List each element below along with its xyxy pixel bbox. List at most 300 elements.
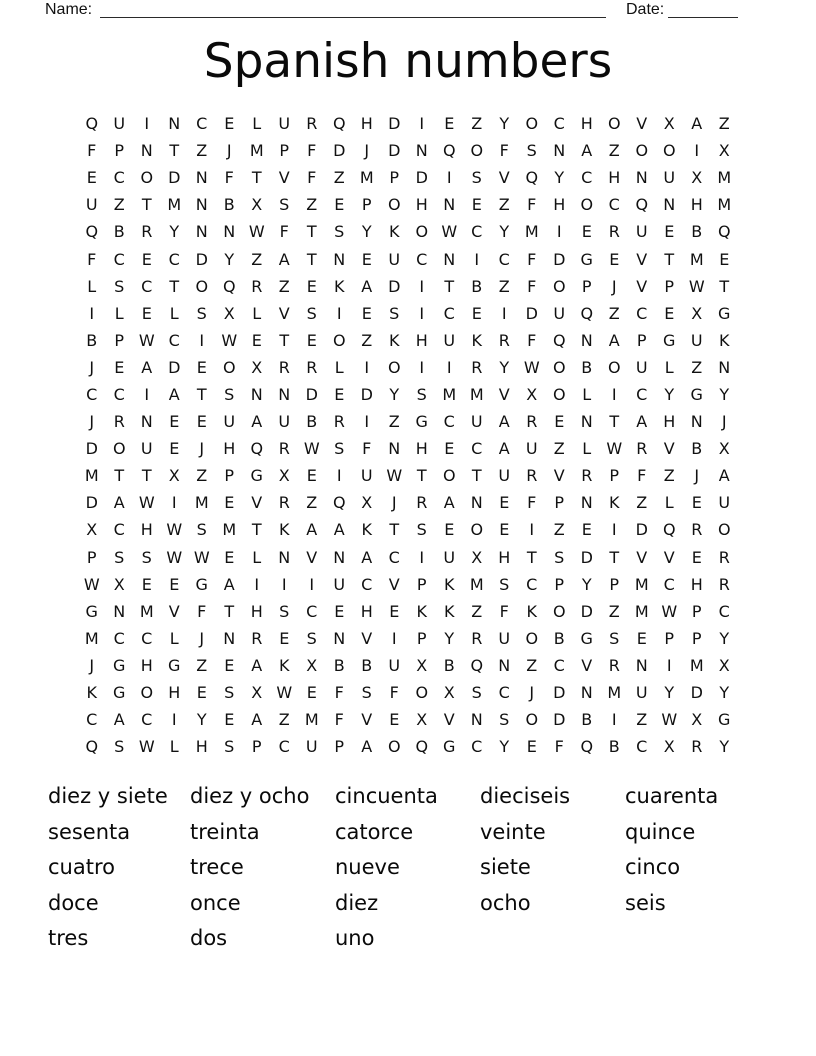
grid-cell: U	[635, 357, 648, 377]
grid-cell: V	[306, 547, 318, 567]
grid-cell: B	[361, 655, 373, 675]
grid-cell: P	[86, 547, 97, 567]
grid-cell: C	[306, 601, 318, 621]
grid-cell: W	[83, 574, 100, 594]
grid-cell: E	[306, 330, 317, 350]
grid-cell: E	[389, 710, 400, 730]
grid-cell: A	[718, 466, 730, 486]
grid-cell: X	[691, 710, 703, 730]
grid-cell: U	[443, 547, 456, 567]
grid-cell: J	[199, 628, 205, 648]
grid-cell: S	[389, 303, 400, 323]
grid-cell: S	[279, 195, 290, 215]
grid-cell: B	[113, 222, 125, 242]
grid-cell: L	[114, 303, 124, 323]
grid-cell: M	[634, 601, 649, 621]
grid-cell: F	[279, 222, 289, 242]
grid-cell: C	[141, 628, 153, 648]
grid-cell: D	[195, 249, 208, 269]
grid-cell: F	[197, 601, 207, 621]
grid-cell: G	[718, 710, 731, 730]
grid-cell: E	[499, 493, 510, 513]
grid-cell: I	[529, 520, 535, 540]
grid-cell: N	[663, 195, 676, 215]
word-item: cincuenta	[335, 784, 438, 808]
grid-cell: H	[690, 574, 703, 594]
grid-cell: P	[664, 628, 675, 648]
grid-cell: Z	[306, 195, 318, 215]
grid-cell: O	[332, 330, 346, 350]
grid-cell: O	[525, 710, 539, 730]
grid-cell: T	[416, 466, 427, 486]
grid-cell: U	[278, 412, 291, 432]
grid-cell: S	[224, 384, 235, 404]
grid-cell: U	[333, 574, 346, 594]
grid-cell: E	[169, 574, 180, 594]
grid-cell: M	[167, 195, 182, 215]
grid-cell: F	[307, 141, 317, 161]
grid-cell: G	[718, 303, 731, 323]
grid-cell: H	[168, 683, 181, 703]
grid-cell: C	[471, 222, 483, 242]
grid-cell: A	[113, 493, 125, 513]
grid-cell: U	[663, 168, 676, 188]
grid-cell: T	[169, 141, 180, 161]
grid-cell: M	[442, 384, 457, 404]
grid-cell: W	[138, 330, 155, 350]
grid-cell: G	[85, 601, 98, 621]
grid-cell: C	[636, 737, 648, 757]
grid-cell: T	[141, 195, 152, 215]
grid-cell: J	[199, 439, 205, 459]
grid-cell: V	[168, 601, 180, 621]
grid-cell: V	[663, 439, 675, 459]
grid-cell: F	[527, 493, 537, 513]
grid-cell: S	[471, 683, 482, 703]
grid-cell: B	[581, 357, 593, 377]
word-item: dos	[190, 926, 228, 951]
grid-cell: W	[606, 439, 623, 459]
grid-cell: M	[249, 141, 264, 161]
grid-cell: C	[388, 547, 400, 567]
grid-cell: N	[195, 168, 208, 188]
grid-cell: V	[636, 114, 648, 134]
grid-cell: O	[552, 601, 566, 621]
grid-cell: O	[552, 276, 566, 296]
date-underline	[668, 17, 738, 18]
grid-cell: Z	[278, 710, 290, 730]
grid-cell: T	[389, 520, 400, 540]
grid-cell: C	[471, 439, 483, 459]
grid-cell: E	[719, 249, 730, 269]
grid-cell: I	[254, 574, 260, 594]
grid-cell: E	[224, 547, 235, 567]
grid-cell: F	[527, 276, 537, 296]
grid-cell: H	[250, 601, 263, 621]
grid-cell: D	[525, 303, 538, 323]
grid-cell: N	[553, 141, 566, 161]
grid-cell: E	[499, 520, 510, 540]
grid-cell: E	[664, 303, 675, 323]
grid-cell: D	[168, 168, 181, 188]
grid-cell: O	[552, 357, 566, 377]
word-item: cuatro	[48, 855, 115, 880]
grid-cell: S	[279, 601, 290, 621]
grid-cell: A	[306, 520, 318, 540]
grid-cell: X	[718, 439, 730, 459]
grid-cell: S	[526, 141, 537, 161]
grid-cell: U	[388, 655, 401, 675]
grid-cell: P	[279, 141, 290, 161]
grid-cell: P	[361, 195, 372, 215]
grid-cell: F	[527, 330, 537, 350]
grid-cell: G	[690, 384, 703, 404]
grid-cell: Z	[718, 114, 730, 134]
grid-cell: D	[580, 601, 593, 621]
grid-cell: D	[388, 114, 401, 134]
grid-cell: C	[113, 168, 125, 188]
grid-cell: H	[360, 114, 373, 134]
grid-cell: S	[114, 547, 125, 567]
grid-cell: K	[279, 520, 290, 540]
grid-cell: M	[524, 222, 539, 242]
grid-cell: J	[611, 276, 617, 296]
grid-cell: H	[663, 412, 676, 432]
grid-cell: I	[419, 357, 425, 377]
grid-cell: Z	[333, 168, 345, 188]
grid-cell: C	[113, 628, 125, 648]
grid-cell: W	[303, 439, 320, 459]
grid-cell: R	[608, 655, 620, 675]
word-item: dieciseis	[480, 784, 571, 808]
grid-cell: J	[89, 412, 95, 432]
grid-cell: Z	[608, 141, 620, 161]
grid-cell: O	[387, 357, 401, 377]
grid-cell: R	[718, 547, 730, 567]
grid-cell: S	[224, 683, 235, 703]
grid-cell: H	[553, 195, 566, 215]
grid-cell: X	[168, 466, 180, 486]
word-item: diez	[335, 890, 379, 915]
grid-cell: D	[168, 357, 181, 377]
grid-cell: T	[609, 547, 620, 567]
grid-cell: X	[251, 195, 263, 215]
grid-cell: B	[471, 276, 483, 296]
grid-cell: P	[114, 141, 125, 161]
grid-cell: T	[251, 168, 262, 188]
word-item: treinta	[190, 819, 260, 844]
grid-cell: K	[609, 493, 620, 513]
grid-cell: K	[444, 574, 455, 594]
grid-cell: Y	[361, 222, 372, 242]
grid-cell: I	[666, 655, 672, 675]
grid-cell: H	[690, 195, 703, 215]
grid-cell: E	[224, 655, 235, 675]
grid-cell: A	[608, 330, 620, 350]
grid-cell: I	[694, 141, 700, 161]
grid-cell: C	[113, 249, 125, 269]
grid-cell: I	[391, 628, 397, 648]
grid-cell: T	[609, 412, 620, 432]
grid-cell: N	[498, 655, 511, 675]
grid-cell: E	[636, 628, 647, 648]
grid-cell: N	[333, 628, 346, 648]
grid-cell: V	[278, 303, 290, 323]
grid-cell: F	[499, 141, 509, 161]
grid-cell: X	[663, 737, 675, 757]
grid-cell: L	[252, 547, 262, 567]
grid-cell: V	[361, 628, 373, 648]
grid-cell: K	[86, 683, 97, 703]
grid-cell: O	[195, 276, 209, 296]
grid-cell: C	[636, 303, 648, 323]
grid-cell: J	[89, 357, 95, 377]
grid-cell: I	[89, 303, 95, 323]
grid-cell: C	[86, 384, 98, 404]
grid-cell: O	[662, 141, 676, 161]
grid-cell: C	[168, 330, 180, 350]
grid-cell: N	[580, 330, 593, 350]
grid-cell: T	[251, 520, 262, 540]
grid-cell: E	[389, 601, 400, 621]
grid-cell: R	[526, 412, 538, 432]
word-list-column	[190, 779, 335, 957]
grid-cell: R	[691, 520, 703, 540]
grid-cell: Y	[719, 737, 730, 757]
grid-cell: I	[474, 249, 480, 269]
grid-cell: F	[224, 168, 234, 188]
grid-cell: T	[169, 276, 180, 296]
grid-cell: V	[581, 655, 593, 675]
grid-cell: N	[690, 412, 703, 432]
grid-cell: C	[581, 168, 593, 188]
grid-cell: P	[664, 276, 675, 296]
grid-cell: O	[387, 737, 401, 757]
grid-cell: E	[526, 737, 537, 757]
grid-cell: U	[388, 249, 401, 269]
grid-cell: N	[278, 547, 291, 567]
grid-cell: Z	[471, 601, 483, 621]
grid-cell: U	[553, 303, 566, 323]
grid-cell: E	[444, 114, 455, 134]
grid-cell: B	[553, 628, 565, 648]
grid-cell: N	[580, 683, 593, 703]
grid-cell: Y	[169, 222, 180, 242]
grid-cell: S	[114, 276, 125, 296]
word-item: nueve	[335, 855, 400, 880]
grid-cell: W	[193, 547, 210, 567]
grid-cell: F	[307, 168, 317, 188]
grid-cell: W	[138, 493, 155, 513]
grid-cell: K	[471, 330, 482, 350]
grid-cell: Q	[332, 114, 346, 134]
grid-cell: E	[224, 114, 235, 134]
grid-cell: S	[196, 303, 207, 323]
grid-cell: W	[221, 330, 238, 350]
grid-cell: I	[501, 303, 507, 323]
grid-cell: D	[85, 493, 98, 513]
grid-cell: F	[499, 601, 509, 621]
grid-cell: S	[306, 303, 317, 323]
word-item: uno	[335, 926, 375, 951]
grid-cell: Y	[499, 114, 510, 134]
grid-cell: F	[637, 466, 647, 486]
grid-cell: Y	[224, 249, 235, 269]
grid-cell: W	[688, 276, 705, 296]
grid-cell: P	[609, 574, 620, 594]
grid-cell: R	[306, 114, 318, 134]
grid-cell: U	[635, 222, 648, 242]
grid-cell: Z	[663, 466, 675, 486]
grid-cell: A	[168, 384, 180, 404]
grid-cell: G	[195, 574, 208, 594]
grid-cell: X	[416, 710, 428, 730]
grid-cell: O	[470, 141, 484, 161]
grid-cell: C	[498, 249, 510, 269]
grid-cell: U	[305, 737, 318, 757]
grid-cell: E	[691, 547, 702, 567]
grid-cell: O	[112, 439, 126, 459]
word-item: trece	[190, 855, 244, 880]
grid-cell: G	[663, 330, 676, 350]
grid-cell: M	[717, 168, 732, 188]
word-item: seis	[625, 890, 666, 915]
grid-cell: I	[171, 710, 177, 730]
grid-cell: V	[278, 168, 290, 188]
grid-cell: E	[334, 195, 345, 215]
grid-cell: B	[306, 412, 318, 432]
grid-cell: Z	[278, 276, 290, 296]
grid-cell: M	[304, 710, 319, 730]
grid-cell: A	[113, 710, 125, 730]
grid-cell: K	[279, 655, 290, 675]
grid-cell: S	[416, 520, 427, 540]
grid-cell: I	[446, 168, 452, 188]
grid-cell: R	[608, 222, 620, 242]
grid-cell: A	[361, 547, 373, 567]
grid-cell: H	[580, 114, 593, 134]
grid-cell: A	[333, 520, 345, 540]
grid-cell: N	[388, 439, 401, 459]
grid-cell: A	[443, 493, 455, 513]
grid-cell: R	[471, 628, 483, 648]
grid-cell: H	[415, 439, 428, 459]
grid-cell: Y	[196, 710, 207, 730]
grid-cell: X	[691, 168, 703, 188]
grid-cell: K	[389, 222, 400, 242]
grid-cell: L	[334, 357, 344, 377]
grid-cell: O	[442, 466, 456, 486]
grid-cell: C	[443, 303, 455, 323]
grid-cell: Y	[664, 683, 675, 703]
word-item: catorce	[335, 819, 414, 844]
grid-cell: O	[415, 683, 429, 703]
grid-cell: S	[609, 628, 620, 648]
grid-cell: Y	[719, 628, 730, 648]
grid-cell: E	[141, 574, 152, 594]
grid-cell: P	[224, 466, 235, 486]
grid-cell: V	[636, 276, 648, 296]
grid-cell: M	[469, 384, 484, 404]
grid-cell: Q	[525, 168, 539, 188]
grid-cell: E	[169, 439, 180, 459]
grid-cell: R	[333, 412, 345, 432]
grid-cell: A	[636, 412, 648, 432]
grid-cell: R	[718, 574, 730, 594]
grid-cell: X	[718, 655, 730, 675]
grid-cell: N	[470, 710, 483, 730]
grid-cell: X	[278, 466, 290, 486]
grid-cell: E	[114, 357, 125, 377]
grid-cell: U	[360, 466, 373, 486]
grid-cell: S	[334, 439, 345, 459]
grid-cell: C	[718, 601, 730, 621]
grid-cell: A	[251, 710, 263, 730]
grid-cell: S	[114, 737, 125, 757]
grid-cell: E	[196, 357, 207, 377]
grid-cell: X	[223, 303, 235, 323]
grid-cell: E	[334, 384, 345, 404]
grid-cell: Z	[691, 357, 703, 377]
word-item: ocho	[480, 890, 531, 915]
word-item: diez y siete	[48, 784, 168, 808]
grid-cell: Q	[85, 222, 99, 242]
grid-cell: C	[443, 412, 455, 432]
grid-cell: H	[415, 195, 428, 215]
grid-cell: P	[114, 330, 125, 350]
grid-cell: O	[635, 141, 649, 161]
grid-cell: V	[443, 710, 455, 730]
grid-cell: I	[364, 357, 370, 377]
grid-cell: N	[140, 141, 153, 161]
grid-cell: L	[582, 439, 592, 459]
grid-cell: N	[250, 384, 263, 404]
grid-cell: I	[556, 222, 562, 242]
grid-cell: H	[223, 439, 236, 459]
grid-cell: I	[199, 330, 205, 350]
grid-cell: K	[416, 601, 427, 621]
grid-cell: E	[196, 683, 207, 703]
grid-cell: M	[359, 168, 374, 188]
grid-cell: M	[194, 493, 209, 513]
grid-cell: L	[664, 357, 674, 377]
grid-cell: D	[580, 547, 593, 567]
grid-cell: E	[251, 330, 262, 350]
grid-cell: Q	[580, 303, 594, 323]
grid-cell: X	[361, 493, 373, 513]
grid-cell: Z	[553, 520, 565, 540]
grid-cell: R	[471, 357, 483, 377]
grid-cell: W	[441, 222, 458, 242]
grid-cell: K	[389, 330, 400, 350]
grid-cell: E	[361, 303, 372, 323]
grid-cell: Q	[85, 737, 99, 757]
grid-cell: R	[691, 737, 703, 757]
grid-cell: C	[141, 710, 153, 730]
grid-cell: J	[694, 466, 700, 486]
grid-cell: X	[526, 384, 538, 404]
grid-cell: Y	[719, 683, 730, 703]
grid-cell: E	[444, 439, 455, 459]
grid-cell: Q	[442, 141, 456, 161]
grid-cell: O	[140, 168, 154, 188]
grid-cell: P	[691, 601, 702, 621]
grid-cell: O	[525, 628, 539, 648]
word-list-column	[335, 779, 480, 957]
grid-cell: E	[169, 412, 180, 432]
grid-cell: N	[195, 222, 208, 242]
grid-cell: W	[138, 737, 155, 757]
